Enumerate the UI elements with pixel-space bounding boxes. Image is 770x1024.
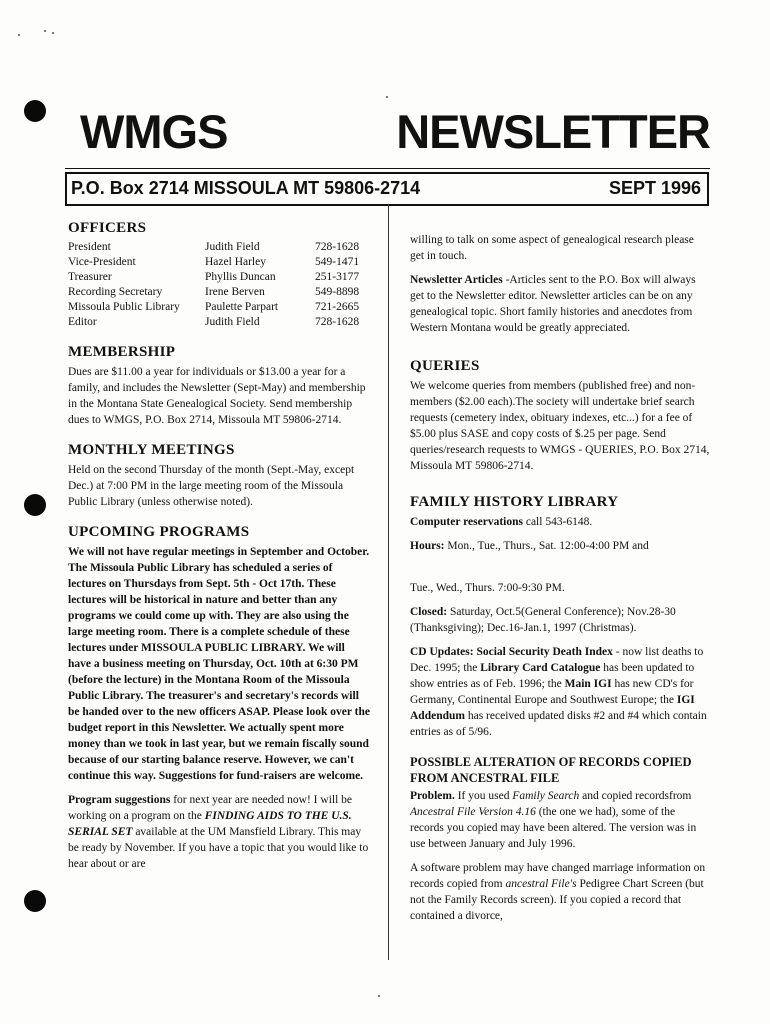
officer-phone: 728-1628 [315,316,360,328]
library-card-catalogue: Library Card Catalogue [480,662,601,674]
meetings-text: Held on the second Thursday of the month (Sept.-May, except Dec.) at 7:00 PM in the large meeting room of the Missoula Public Library (unless otherwise noted). [68,464,355,508]
closed [410,604,710,636]
closed-label: Closed: [410,606,448,618]
scan-speck [18,34,20,36]
masthead-rule [65,168,710,169]
scan-speck [386,96,388,98]
main-igi: Main IGI [564,678,612,690]
alteration-section [410,754,710,924]
address-bar [65,172,709,206]
right-column [410,232,710,938]
scan-speck [378,995,380,997]
program-suggestions-text: for next year are needed now! I will be working on a program on the [68,794,353,822]
punch-hole-middle [24,494,46,516]
program-suggestions-text-2: available at the UM Mansfield Library. This may be ready by November. If you have a topic that you would like to hear about or are [68,826,369,870]
officer-role: Editor [68,316,97,328]
problem-text-2: and copied recordsfrom [579,790,692,802]
alteration-heading: POSSIBLE ALTERATION OF RECORDS COPIED FROM ANCESTRAL FILE [410,755,692,785]
officer-name: Judith Field [205,316,260,328]
officer-phone: 728-1628 [315,241,360,253]
officers-table [68,240,370,330]
computer-reservations-label: Computer reservations [410,516,523,528]
punch-hole-bottom [24,890,46,912]
hours-text: Mon., Tue., Thurs., Sat. 12:00-4:00 PM and [444,540,649,552]
punch-hole-top [24,100,46,122]
program-suggestions-label: Program suggestions [68,794,171,806]
officer-name: Irene Berven [205,286,265,298]
hours-label: Hours: [410,540,445,552]
cd-updates [410,644,710,740]
membership-section [68,344,370,428]
officer-name: Hazel Harley [205,256,266,268]
problem-text-1: If you used [454,790,513,802]
officer-role: Recording Secretary [68,286,163,298]
hours [410,538,710,554]
programs-text: We will not have regular meetings in September and October. The Missoula Public Library has scheduled a series of lectures on Thursdays from Sept. 5th - Oct 17th. These lectures will be historical in nature and better than any programs we could come up with. They are also using the large meeting room. There is a complete schedule of these lectures under MISSOULA PUBLIC LIBRARY. We will have a business meeting on Thursday, Oct. 10th at 6:30 PM (before the lecture) in the Montana Room of the Missoula Public Library. The treasurer's and secretary's records will be handed over to the new officers ASAP. Please look over the budget report in this Newsletter. We actually spent more money than we took in last year, but we remain fiscally sound because of our starting balance reserve. However, we can't continue this way. Suggestions for fund-raisers are welcome. [68,546,370,782]
meetings-section [68,442,370,510]
igi-addendum: IGI Addendum [410,694,695,722]
mailing-address: P.O. Box 2714 MISSOULA MT 59806-2714 [71,178,421,198]
serial-set-title: FINDING AIDS TO THE U.S. SERIAL SET [68,810,352,838]
articles-text: -Articles sent to the P.O. Box will always get to the Newsletter editor. Newsletter articles can be on any genealogical topic. Short family histories and anecdotes from Western Montana would be greatly appreciated. [410,274,696,334]
program-suggestions [68,792,370,872]
continued-text: willing to talk on some aspect of genealogical research please get in touch. [410,234,694,262]
column-divider [388,204,389,960]
scan-speck [44,30,46,32]
cd-updates-label: CD Updates: Social Security Death Index [410,646,613,658]
officer-phone: 251-3177 [315,271,360,283]
software-text-1: A software problem may have changed marriage information on records copied from [410,862,706,890]
family-search-title: Family Search [512,790,580,802]
issue-date: SEPT 1996 [608,178,701,198]
computer-reservations-text: call 543-6148. [522,516,593,528]
software-text-2: Pedigree Chart Screen (but not the Family Records screen). If you copied a record that contained a divorce, [410,878,704,922]
masthead-title-left: WMGS [80,105,228,158]
membership-text: Dues are $11.00 a year for individuals or $13.00 a year for a family, and includes the Newsletter (Sept-May) and membership in the Montana State Genealogical Society. Send membership dues to WMGS, P.O. Box 2714, Missoula MT 59806-2714. [68,366,366,426]
left-column [68,220,370,886]
software-problem-paragraph [410,860,710,924]
cd-updates-text-2: has been updated to show entries as of Feb. 1996; the [410,662,695,690]
officer-phone: 549-1471 [315,256,360,268]
officer-name: Phyllis Duncan [205,271,276,283]
closed-text: Saturday, Oct.5(General Conference); Nov.28-30 (Thanksgiving); Dec.16-Jan.1, 1997 (Christmas). [410,606,676,634]
newsletter-articles [410,272,710,336]
ancestral-file-version: Ancestral File Version 4.16 [410,806,536,818]
articles-label: Newsletter Articles [410,274,503,286]
officer-name: Paulette Parpart [205,301,279,313]
problem-text-3: (the one we had), some of the records you copied may have been altered. The version was in use between January and July 1996. [410,806,697,850]
cd-updates-text-1: - now list deaths to Dec. 1995; the [410,646,704,674]
programs-heading: UPCOMING PROGRAMS [68,524,250,540]
scan-speck [52,32,54,34]
meetings-heading: MONTHLY MEETINGS [68,442,235,458]
officer-role: Treasurer [68,271,112,283]
officer-role: President [68,241,111,253]
officer-phone: 721-2665 [315,301,360,313]
queries-section [410,358,710,474]
family-history-library-section [410,494,710,740]
problem-label: Problem. [410,790,455,802]
fhl-heading: FAMILY HISTORY LIBRARY [410,494,619,510]
officer-name: Judith Field [205,241,260,253]
cd-updates-text-4: has received updated disks #2 and #4 which contain entries as of 5/96. [410,710,707,738]
programs-section [68,524,370,872]
officer-role: Vice-President [68,256,136,268]
masthead [80,104,710,160]
officer-phone: 549-8898 [315,286,360,298]
hours-evening: Tue., Wed., Thurs. 7:00-9:30 PM. [410,582,565,594]
computer-reservations [410,514,710,530]
queries-text: We welcome queries from members (published free) and non-members ($2.00 each).The society will undertake brief search requests (cemetery index, obituary indexes, etc...) for a fee of $5.00 plus SASE and copy costs of $.25 per page. Send queries/research requests to WMGS - QUERIES, P.O. Box 2714, Missoula MT 59806-2714. [410,380,710,472]
problem-paragraph [410,788,710,852]
queries-heading: QUERIES [410,358,480,374]
cd-updates-text-3: has new CD's for Germany, Continental Europe and Southwest Europe; the [410,678,694,706]
masthead-title-right: NEWSLETTER [396,105,710,158]
ancestral-files-title: ancestral File's [505,878,577,890]
officers-heading: OFFICERS [68,220,147,236]
membership-heading: MEMBERSHIP [68,344,176,360]
officer-role: Missoula Public Library [68,301,180,313]
